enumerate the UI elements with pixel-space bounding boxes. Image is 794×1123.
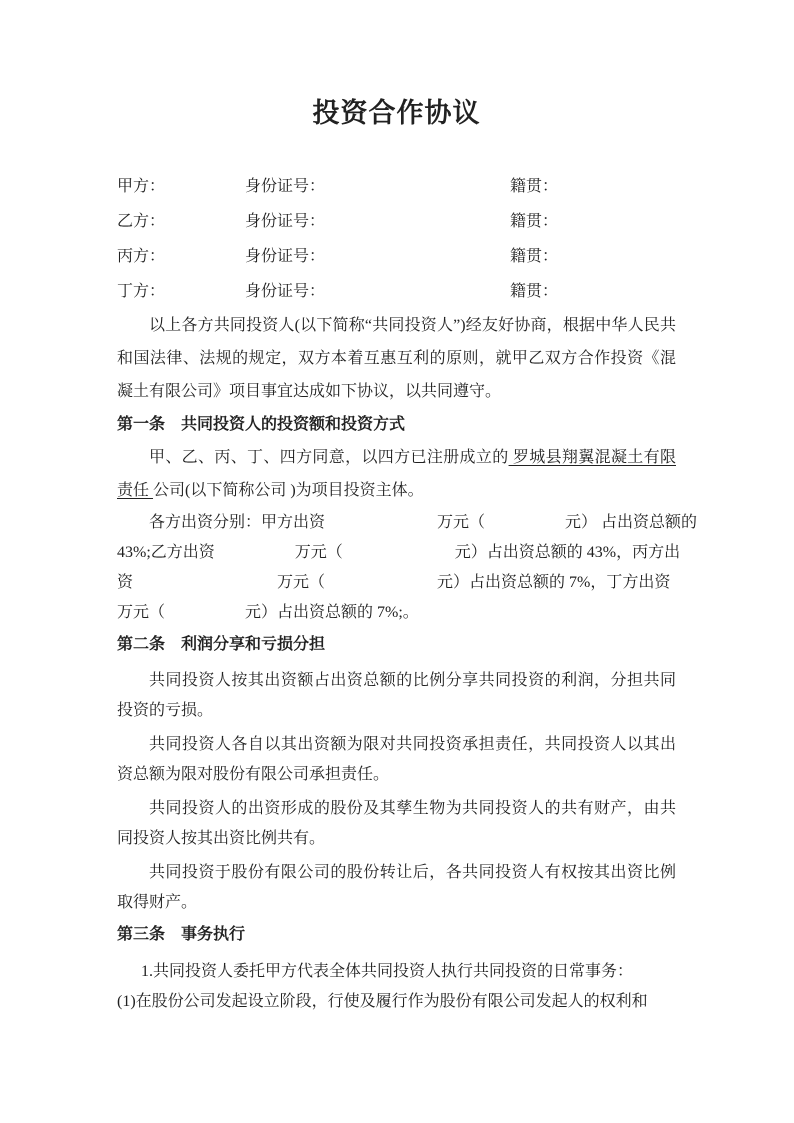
origin-label: 籍贯：: [510, 283, 559, 300]
section-1-paragraph: [117, 441, 676, 507]
section-2-heading: 第二条 利润分享和亏损分担: [117, 636, 326, 653]
party-label: 甲方：: [117, 178, 166, 195]
section-2-paragraph-2: 共同投资人各自以其出资额为限对共同投资承担责任，共同投资人以其出资总额为限对股份有限公司承担责任。: [117, 736, 676, 783]
origin-label: 籍贯：: [510, 178, 559, 195]
id-label: 身份证号：: [245, 283, 326, 300]
section-1-paragraph-before: 甲、乙、丙、丁、四方同意，以四方已注册成立的: [149, 449, 509, 466]
parties-block: [117, 167, 676, 307]
party-row-yi: [117, 202, 676, 237]
id-label: 身份证号：: [245, 178, 326, 195]
party-label: 丙方：: [117, 248, 166, 265]
section-2-paragraph-3: 共同投资人的出资形成的股份及其孳生物为共同投资人的共有财产，由共同投资人按其出资比例共有。: [117, 800, 676, 847]
section-3-item-1: 1.共同投资人委托甲方代表全体共同投资人执行共同投资的日常事务：: [141, 963, 634, 980]
company-name-blank: 罗城县翔翼混凝土有限责任: [117, 449, 676, 499]
id-label: 身份证号：: [245, 213, 326, 230]
preamble-paragraph: 以上各方共同投资人(以下简称“共同投资人”)经友好协商，根据中华人民共和国法律、法规的规定，双方本着互惠互利的原则，就甲乙双方合作投资《混凝土有限公司》项目事宜达成如下协议，以共同遵守。: [117, 317, 676, 400]
section-3-heading: 第三条 事务执行: [117, 926, 246, 943]
id-label: 身份证号：: [245, 248, 326, 265]
origin-label: 籍贯：: [510, 248, 559, 265]
section-1-paragraph-after: 公司(以下简称公司 )为项目投资主体。: [153, 482, 424, 499]
contribution-paragraph: [117, 508, 698, 628]
section-3-item-2: (1)在股份公司发起设立阶段，行使及履行作为股份有限公司发起人的权利和: [117, 993, 648, 1010]
section-1-heading: 第一条 共同投资人的投资额和投资方式: [117, 416, 406, 433]
section-2-paragraph-1: 共同投资人按其出资额占出资总额的比例分享共同投资的利润，分担共同投资的亏损。: [117, 672, 676, 719]
contribution-line: 资 万元（ 元）占出资总额的 7%，丁方出资: [117, 574, 671, 591]
document-title: 投资合作协议: [312, 98, 481, 128]
party-row-jia: [117, 167, 676, 202]
contribution-line: 各方出资分别：甲方出资 万元（ 元） 占出资总额的: [149, 514, 698, 531]
origin-label: 籍贯：: [510, 213, 559, 230]
party-row-ding: [117, 272, 676, 307]
party-row-bing: [117, 237, 676, 272]
party-label: 丁方：: [117, 283, 166, 300]
contribution-line: 43%;乙方出资 万元（ 元）占出资总额的 43%，丙方出: [117, 544, 681, 561]
section-2-paragraph-4: 共同投资于股份有限公司的股份转让后，各共同投资人有权按其出资比例取得财产。: [117, 864, 676, 911]
contribution-line: 万元（ 元）占出资总额的 7%;。: [117, 604, 419, 621]
party-label: 乙方：: [117, 213, 166, 230]
